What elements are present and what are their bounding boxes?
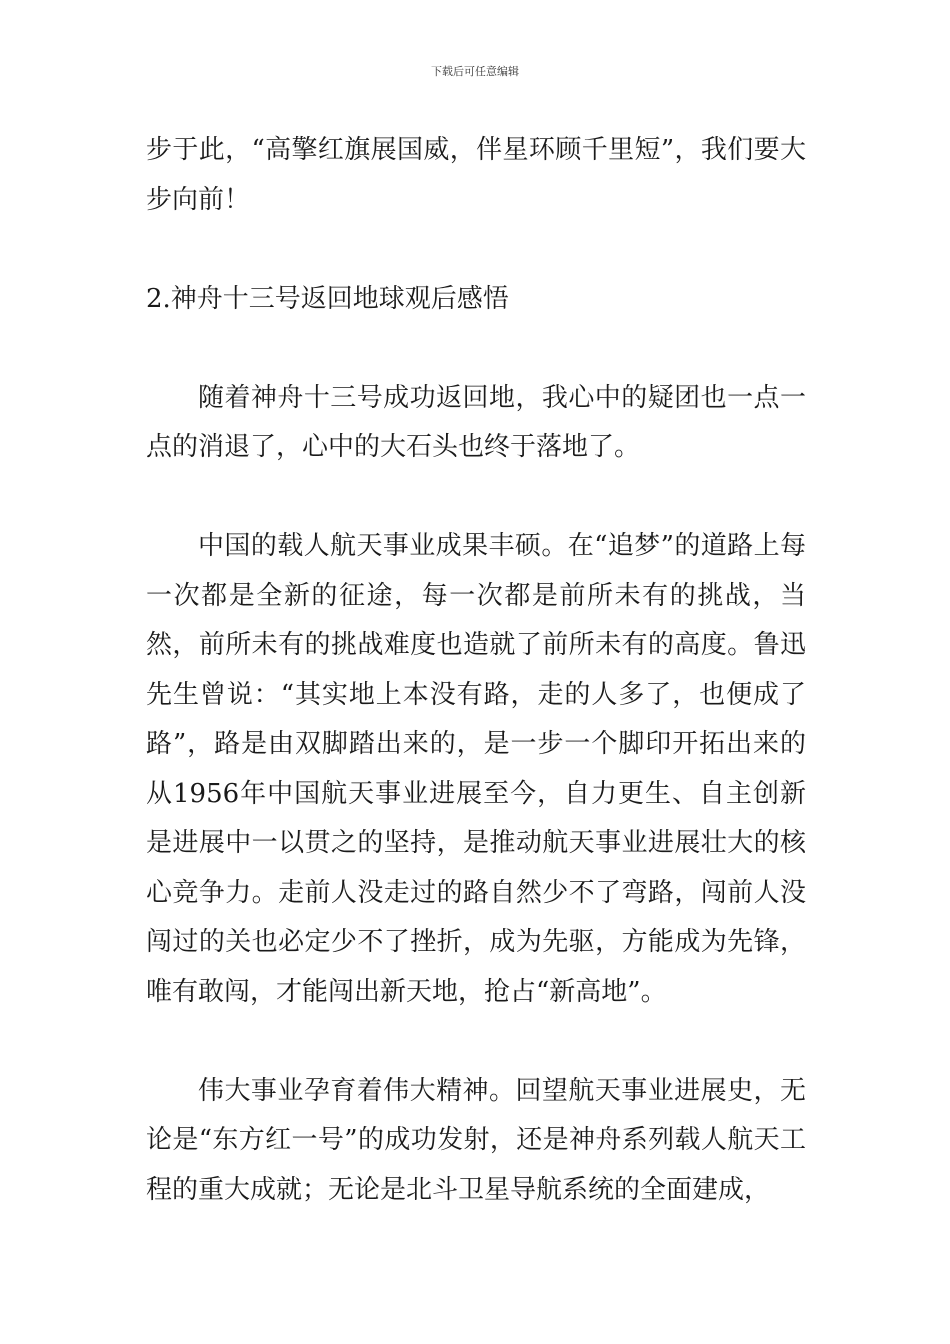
- section-heading: 2.神舟十三号返回地球观后感悟: [146, 283, 509, 314]
- page-header: 下载后可任意编辑: [431, 65, 519, 78]
- paragraph-spirit: 伟大事业孕育着伟大精神。回望航天事业进展史，无论是“东方红一号”的成功发射，还是神舟系列载人航天工程的重大成就；无论是北斗卫星导航系统的全面建成，: [146, 1075, 806, 1205]
- paragraph-gap: [146, 473, 806, 523]
- document-body: [146, 126, 806, 1215]
- paragraph-gap: [146, 1017, 806, 1067]
- paragraph-return: 随着神舟十三号成功返回地，我心中的疑团也一点一点的消退了，心中的大石头也终于落地了。: [146, 382, 806, 462]
- paragraph-continuation: 步于此，“高擎红旗展国威，伴星环顾千里短”，我们要大步向前！: [146, 135, 806, 215]
- paragraph-achievements: 中国的载人航天事业成果丰硕。在“追梦”的道路上每一次都是全新的征途，每一次都是前所未有的挑战，当然，前所未有的挑战难度也造就了前所未有的高度。鲁迅先生曾说：“其实地上本没有路，走的人多了，也便成了路”，路是由双脚踏出来的，是一步一个脚印开拓出来的从1956年中国航天事业进展至今，自力更生、自主创新是进展中一以贯之的坚持，是推动航天事业进展壮大的核心竞争力。走前人没走过的路自然少不了弯路，闯前人没闯过的关也必定少不了挫折，成为先驱，方能成为先锋，唯有敢闯，才能闯出新天地，抢占“新高地”。: [146, 531, 806, 1007]
- paragraph-gap: [146, 324, 806, 374]
- paragraph-gap: [146, 225, 806, 275]
